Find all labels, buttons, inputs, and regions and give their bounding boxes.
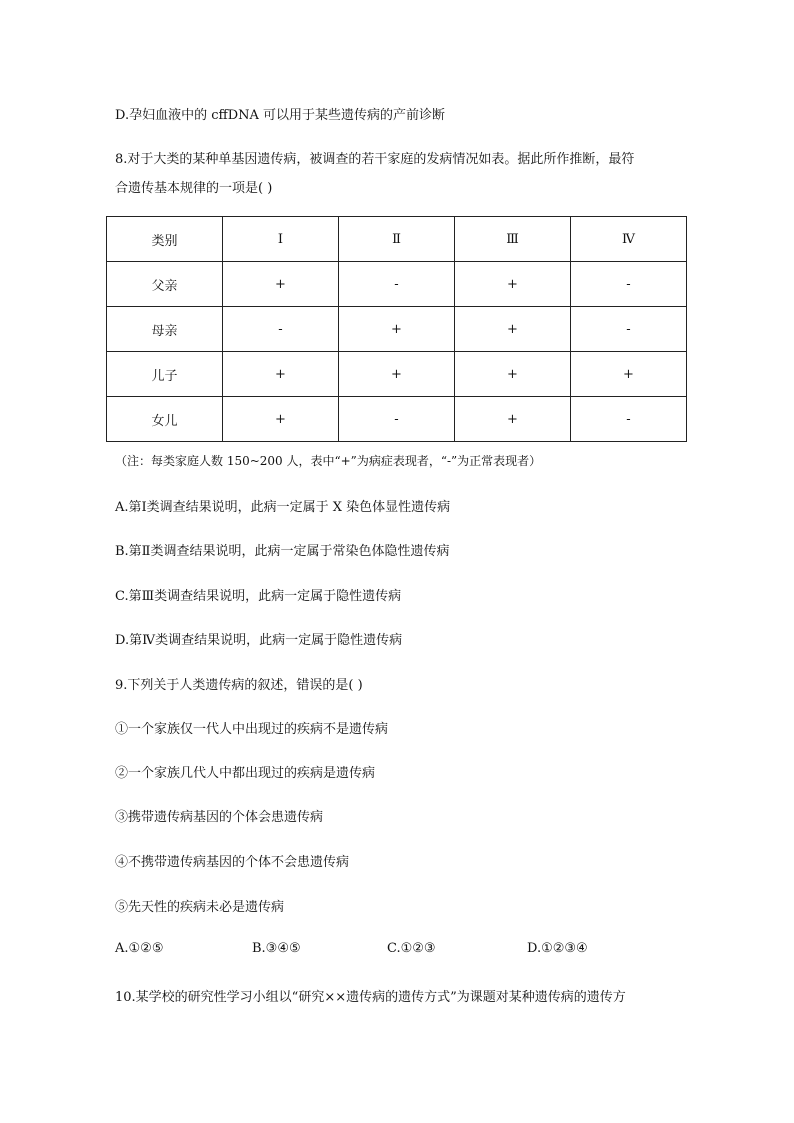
- table-cell: +: [223, 352, 339, 397]
- q9-choice-b: B.③④⑤: [252, 941, 301, 956]
- q9-choice-c: C.①②③: [387, 941, 436, 956]
- table-header-cell: Ⅳ: [571, 217, 687, 262]
- table-cell: +: [339, 352, 455, 397]
- table-cell: +: [455, 307, 571, 352]
- table-cell: -: [223, 307, 339, 352]
- table-cell: +: [455, 262, 571, 307]
- question-8-stem-line1: 8.对于大类的某种单基因遗传病，被调查的若干家庭的发病情况如表。据此所作推断，最符: [115, 152, 635, 167]
- table-cell: +: [339, 307, 455, 352]
- table-header-cell: 类别: [107, 217, 223, 262]
- q9-statement: ④不携带遗传病基因的个体不会患遗传病: [115, 855, 350, 870]
- table-cell: +: [223, 262, 339, 307]
- table-cell: +: [223, 397, 339, 442]
- table-cell: 母亲: [107, 307, 223, 352]
- prev-option-d: D.孕妇血液中的 cffDNA 可以用于某些遗传病的产前诊断: [115, 108, 446, 123]
- table-cell: 女儿: [107, 397, 223, 442]
- table-cell: -: [571, 307, 687, 352]
- q8-option-c: C.第Ⅲ类调查结果说明，此病一定属于隐性遗传病: [115, 589, 402, 604]
- table-cell: +: [571, 352, 687, 397]
- table-note: （注：每类家庭人数 150~200 人，表中“+”为病症表现者，“-”为正常表现者）: [115, 454, 542, 468]
- table-row: [107, 397, 687, 442]
- table-row: [107, 262, 687, 307]
- table-header-cell: Ⅱ: [339, 217, 455, 262]
- table-cell: 儿子: [107, 352, 223, 397]
- q9-statement: ③携带遗传病基因的个体会患遗传病: [115, 810, 324, 825]
- family-survey-table: [106, 216, 687, 442]
- table-header-row: [107, 217, 687, 262]
- table-row: [107, 307, 687, 352]
- table-cell: +: [455, 352, 571, 397]
- q9-statement: ②一个家族几代人中都出现过的疾病是遗传病: [115, 766, 376, 781]
- question-10-stem: 10.某学校的研究性学习小组以“研究××遗传病的遗传方式”为课题对某种遗传病的遗传方: [115, 990, 626, 1005]
- table-cell: 父亲: [107, 262, 223, 307]
- table-row: [107, 352, 687, 397]
- q9-statement: ⑤先天性的疾病未必是遗传病: [115, 900, 285, 915]
- table-cell: +: [455, 397, 571, 442]
- table-header-cell: Ⅲ: [455, 217, 571, 262]
- q8-option-d: D.第Ⅳ类调查结果说明，此病一定属于隐性遗传病: [115, 633, 403, 648]
- table-header-cell: Ⅰ: [223, 217, 339, 262]
- q9-choice-a: A.①②⑤: [115, 941, 164, 956]
- table-cell: -: [571, 397, 687, 442]
- question-9-stem: 9.下列关于人类遗传病的叙述，错误的是( ): [115, 678, 363, 693]
- table-cell: -: [339, 397, 455, 442]
- q9-choice-d: D.①②③④: [527, 941, 588, 956]
- table-cell: -: [571, 262, 687, 307]
- q8-option-b: B.第Ⅱ类调查结果说明，此病一定属于常染色体隐性遗传病: [115, 544, 450, 559]
- question-8-stem-line2: 合遗传基本规律的一项是( ): [115, 181, 273, 196]
- q9-choices: [115, 941, 675, 961]
- q9-statement: ①一个家族仅一代人中出现过的疾病不是遗传病: [115, 722, 389, 737]
- q8-option-a: A.第Ⅰ类调查结果说明，此病一定属于 X 染色体显性遗传病: [115, 500, 451, 515]
- table-cell: -: [339, 262, 455, 307]
